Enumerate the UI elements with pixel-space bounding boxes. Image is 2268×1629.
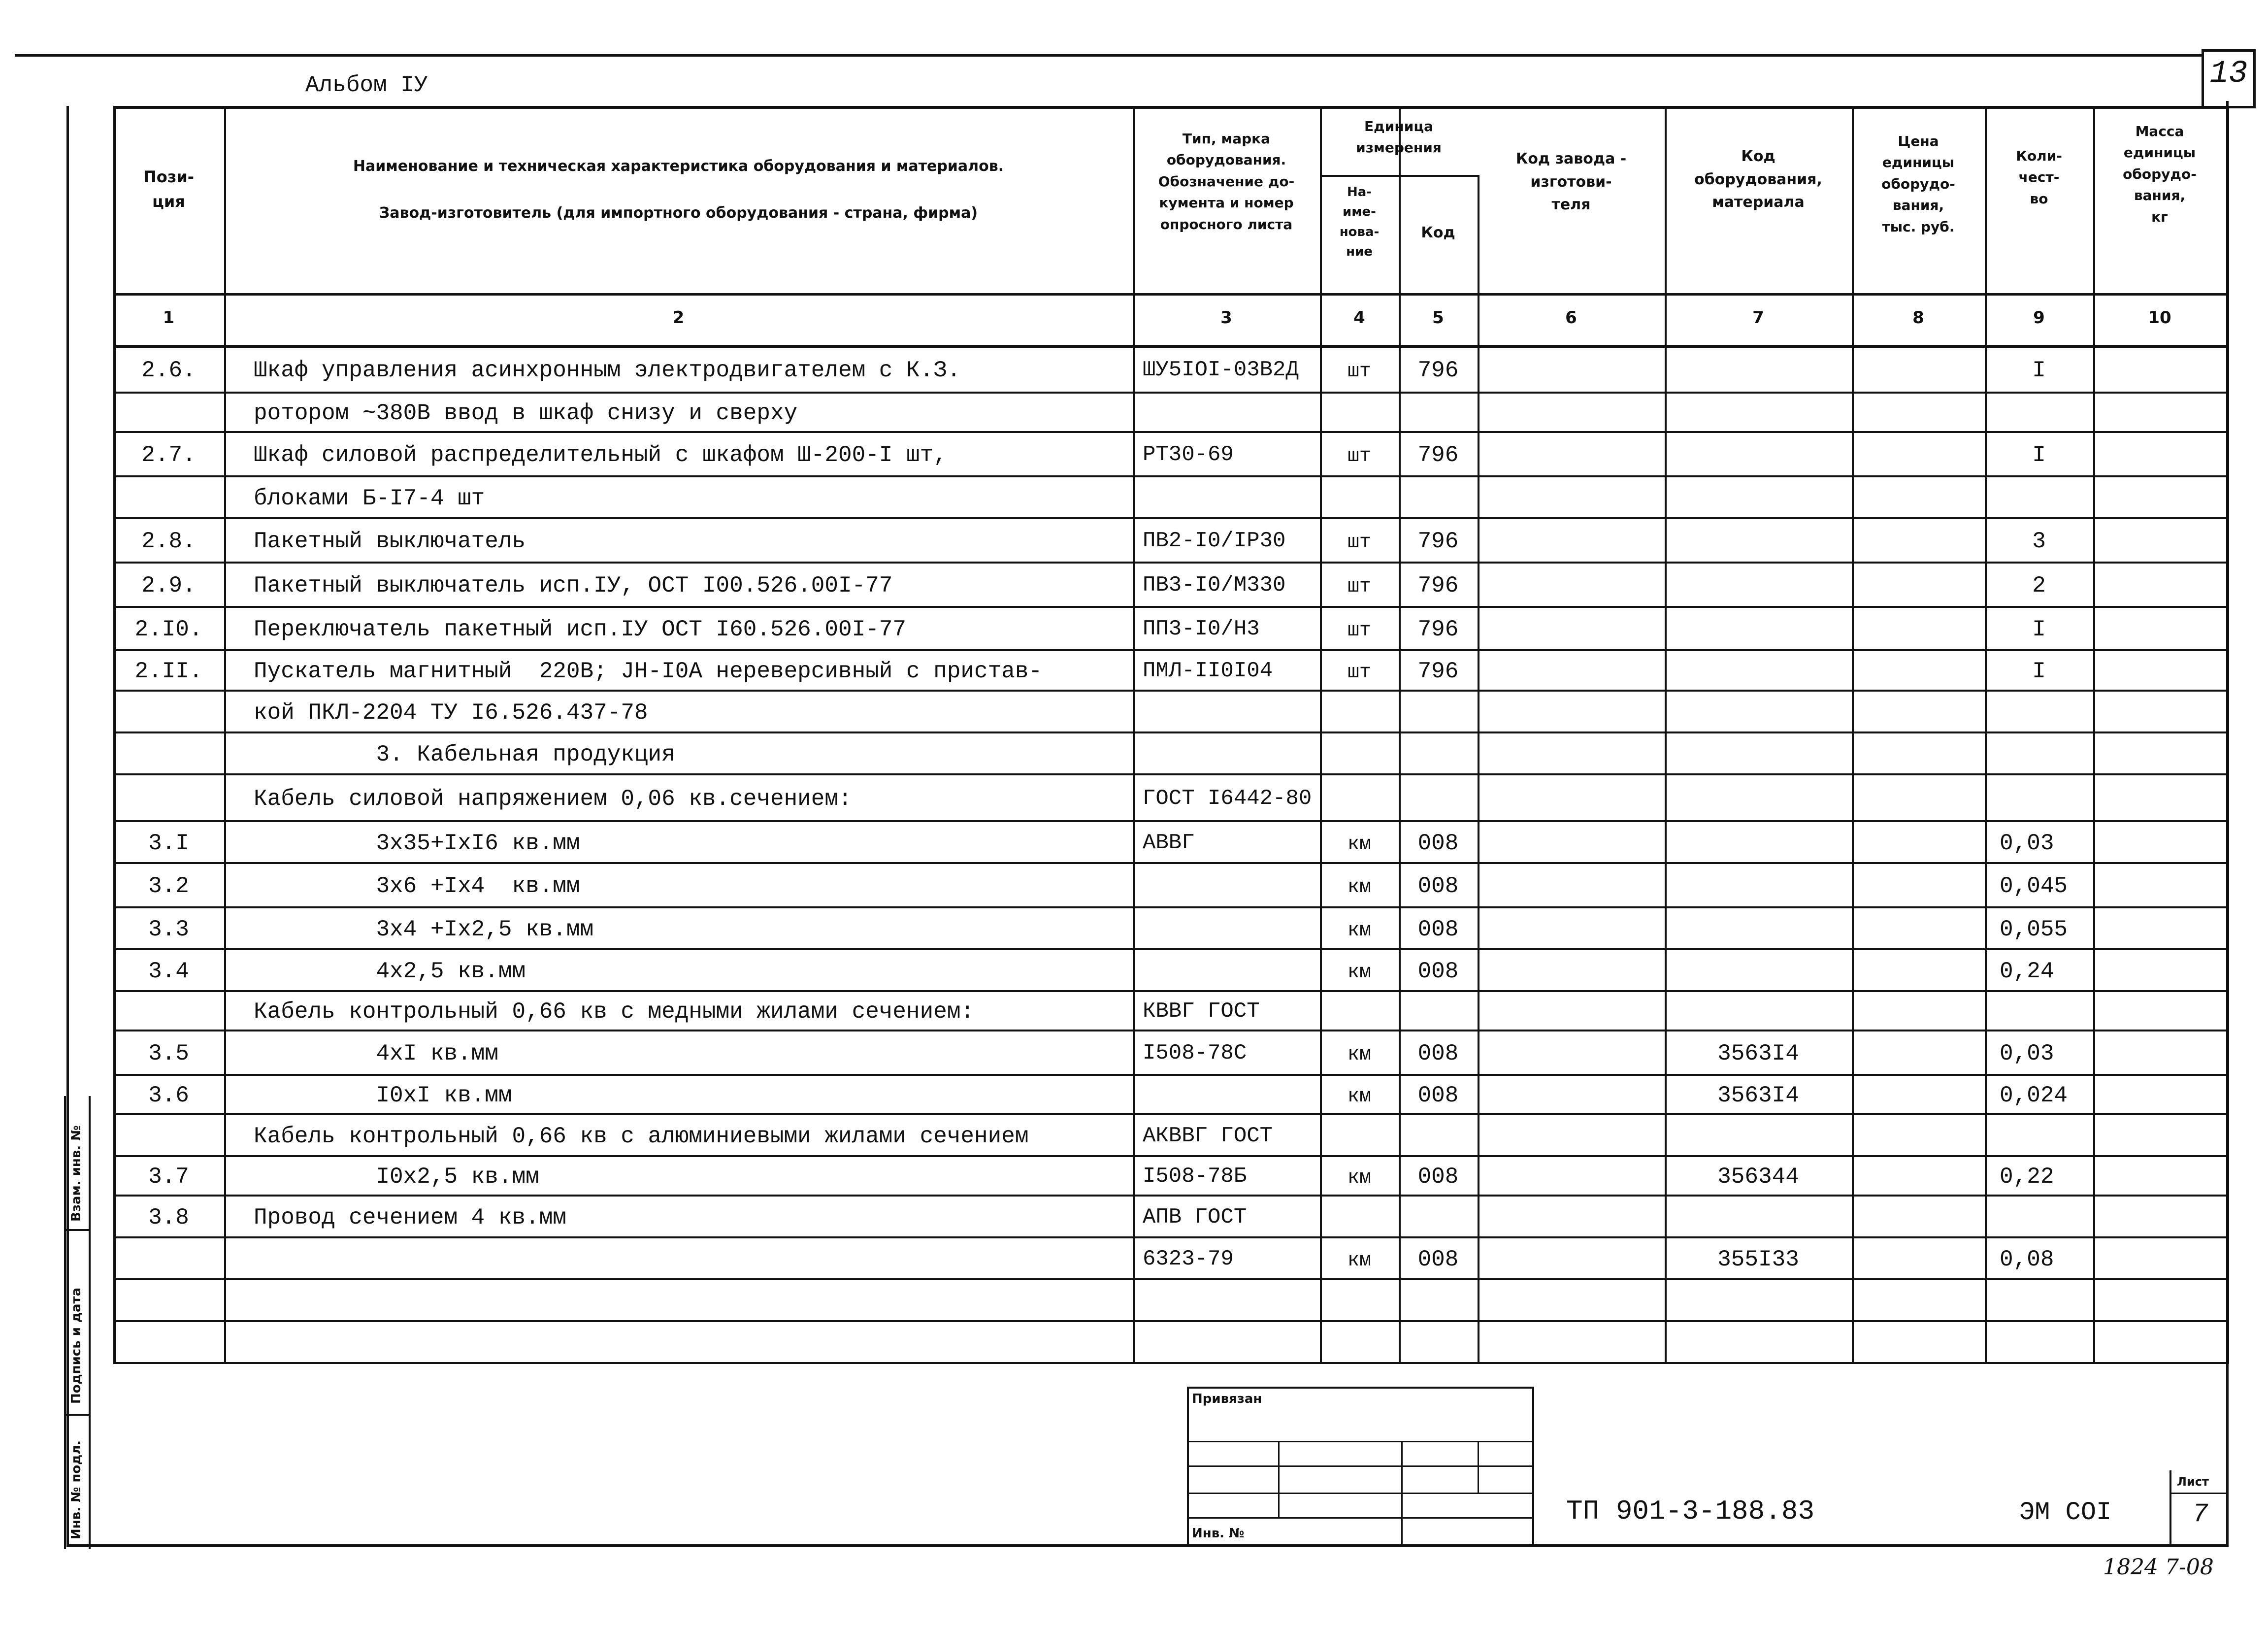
row-type: 6323-79 xyxy=(1143,1247,1234,1271)
table-row-line xyxy=(113,773,2229,775)
row-name: 3x35+IxI6 кв.мм xyxy=(254,831,580,856)
column-number: 5 xyxy=(1432,308,1444,328)
column-number: 3 xyxy=(1220,308,1232,328)
row-name: Кабель контрольный 0,66 кв с медными жилами сечением: xyxy=(254,999,975,1025)
row-position: 3.6 xyxy=(148,1083,189,1108)
sheet-box-mid xyxy=(2169,1493,2229,1494)
row-quantity: 0,03 xyxy=(2000,1041,2054,1066)
table-row-line xyxy=(113,392,2229,394)
row-type: ШУ5IОI-03В2Д xyxy=(1143,358,1299,382)
stamp-row-line4 xyxy=(1187,1517,1534,1519)
row-position: 2.6. xyxy=(141,358,196,383)
table-row-line xyxy=(113,948,2229,950)
table-row-line xyxy=(113,475,2229,477)
header-factory-code: Код завода - изготови- теля xyxy=(1515,150,1627,213)
side-stamp-mid-line xyxy=(89,1096,91,1549)
row-type: АКВВГ ГОСТ xyxy=(1143,1124,1273,1148)
side-stamp-sep2 xyxy=(64,1414,91,1416)
row-unit-code: 796 xyxy=(1417,573,1459,598)
row-name: 3x4 +Ix2,5 кв.мм xyxy=(254,917,594,942)
stamp-col-line1 xyxy=(1278,1441,1280,1517)
table-row-line xyxy=(113,820,2229,822)
table-row-line xyxy=(113,606,2229,608)
row-name: блоками Б-I7-4 шт xyxy=(254,486,485,511)
table-row-line xyxy=(113,1278,2229,1280)
album-label: Альбом IУ xyxy=(305,72,428,98)
page-number: 13 xyxy=(2209,56,2248,92)
row-position: 3.7 xyxy=(148,1164,189,1190)
row-name: I0xI кв.мм xyxy=(254,1083,512,1108)
row-unit-code: 008 xyxy=(1417,1041,1459,1066)
row-type: ГОСТ I6442-80 xyxy=(1143,786,1312,811)
row-quantity: 0,024 xyxy=(2000,1083,2068,1108)
row-unit-code: 796 xyxy=(1417,659,1459,684)
table-row-line xyxy=(113,731,2229,733)
table-row-line xyxy=(113,906,2229,908)
table-row-line xyxy=(113,1362,2229,1364)
row-unit-code: 796 xyxy=(1417,358,1459,383)
stamp-row-line3 xyxy=(1187,1493,1534,1494)
row-type: ПМЛ-II0I04 xyxy=(1143,659,1273,683)
row-unit: км xyxy=(1347,1250,1371,1272)
row-quantity: 0,24 xyxy=(2000,959,2054,984)
sheet-code: ЭМ СОI xyxy=(2019,1498,2112,1527)
row-position: 2.7. xyxy=(141,442,196,468)
header-equipment-code: Код оборудования, материала xyxy=(1694,148,1822,211)
row-unit: шт xyxy=(1347,532,1371,554)
header-unit-group: Единица измерения xyxy=(1356,118,1442,156)
row-type: АВВГ xyxy=(1143,831,1195,855)
header-bottom-line xyxy=(113,293,2229,296)
header-unit-name: На- име- нова- ние xyxy=(1339,185,1380,259)
top-border-line xyxy=(15,54,2202,57)
row-type: ПВ2-I0/IР30 xyxy=(1143,529,1286,553)
side-stamp-left-line xyxy=(64,1096,66,1549)
stamp-row-line2 xyxy=(1187,1465,1534,1467)
row-unit: шт xyxy=(1347,620,1371,642)
row-position: 3.8 xyxy=(148,1205,189,1230)
row-position: 2.I0. xyxy=(134,617,203,642)
header-type: Тип, марка оборудования. Обозначение до- кумента и номер опросного листа xyxy=(1158,131,1295,233)
table-row-line xyxy=(113,1030,2229,1031)
stamp-inv-no: Инв. № xyxy=(1192,1526,1245,1541)
table-row-line xyxy=(113,1113,2229,1115)
row-position: 3.I xyxy=(148,831,189,856)
row-position: 2.8. xyxy=(141,529,196,554)
table-row-line xyxy=(113,431,2229,433)
row-unit: км xyxy=(1347,876,1371,898)
side-label-podpis: Подпись и дата xyxy=(69,1287,84,1404)
table-row-line xyxy=(113,990,2229,992)
row-type: I508-78Б xyxy=(1143,1164,1247,1189)
row-unit: км xyxy=(1347,1044,1371,1066)
row-position: 3.5 xyxy=(148,1041,189,1066)
row-quantity: 0,08 xyxy=(2000,1247,2054,1272)
unit-group-line xyxy=(1320,175,1478,177)
table-row-line xyxy=(113,1074,2229,1076)
row-quantity: I xyxy=(2032,442,2046,468)
row-name: 4x2,5 кв.мм xyxy=(254,959,526,984)
row-quantity: 0,03 xyxy=(2000,831,2054,856)
stamp-col-line2 xyxy=(1401,1441,1403,1547)
row-name: Пускатель магнитный 220В; JН-I0А нереверсивный с пристав- xyxy=(254,659,1043,684)
row-quantity: I xyxy=(2032,617,2046,642)
row-position: 3.4 xyxy=(148,959,189,984)
table-row-line xyxy=(113,517,2229,519)
row-unit-code: 008 xyxy=(1417,831,1459,856)
stamp-row-line1 xyxy=(1187,1441,1534,1442)
row-name: Пакетный выключатель исп.IУ, ОСТ I00.526.00I-77 xyxy=(254,573,893,598)
row-quantity: 0,055 xyxy=(2000,917,2068,942)
row-unit-code: 796 xyxy=(1417,529,1459,554)
row-unit-code: 796 xyxy=(1417,617,1459,642)
row-unit: шт xyxy=(1347,361,1371,383)
row-quantity: I xyxy=(2032,358,2046,383)
row-name: Пакетный выключатель xyxy=(254,529,526,554)
row-unit: км xyxy=(1347,833,1371,856)
table-row-line xyxy=(113,1236,2229,1238)
frame-bottom-line xyxy=(66,1544,2229,1547)
row-name: Провод сечением 4 кв.мм xyxy=(254,1205,566,1230)
column-number: 8 xyxy=(1912,308,1924,328)
row-type: РТ30-69 xyxy=(1143,442,1234,467)
row-position: 3.3 xyxy=(148,917,189,942)
row-equipment-code: 356344 xyxy=(1717,1164,1799,1190)
sheet-box-left xyxy=(2169,1470,2171,1547)
stamp-col-line3 xyxy=(1478,1441,1479,1493)
row-name: Кабель силовой напряжением 0,06 кв.сечением: xyxy=(254,786,852,812)
column-number: 6 xyxy=(1565,308,1577,328)
row-type: КВВГ ГОСТ xyxy=(1143,999,1260,1024)
row-unit: км xyxy=(1347,1086,1371,1108)
row-name: Шкаф управления асинхронным электродвигателем с К.З. xyxy=(254,358,961,383)
row-equipment-code: 3563I4 xyxy=(1717,1083,1799,1108)
row-name: 4xI кв.мм xyxy=(254,1041,498,1066)
table-top-line xyxy=(113,106,2229,109)
stamp-privyazan: Привязан xyxy=(1192,1392,1262,1406)
row-position: 3.2 xyxy=(148,873,189,899)
handwritten-note: 1824 7-08 xyxy=(2103,1555,2214,1580)
sheet-value: 7 xyxy=(2192,1499,2208,1529)
row-unit: шт xyxy=(1347,576,1371,598)
table-row-line xyxy=(113,1155,2229,1157)
numbers-bottom-line xyxy=(113,345,2229,348)
column-number: 4 xyxy=(1353,308,1365,328)
row-name: I0x2,5 кв.мм xyxy=(254,1164,539,1190)
table-row-line xyxy=(113,862,2229,864)
column-number: 7 xyxy=(1752,308,1764,328)
doc-code: ТП 901-3-188.83 xyxy=(1566,1496,1815,1527)
row-unit: км xyxy=(1347,962,1371,984)
row-equipment-code: 3563I4 xyxy=(1717,1041,1799,1066)
row-quantity: 3 xyxy=(2032,529,2046,554)
row-name: кой ПКЛ-2204 ТУ I6.526.437-78 xyxy=(254,700,648,726)
row-type: ПП3-I0/Н3 xyxy=(1143,617,1260,641)
row-name: Переключатель пакетный исп.IУ ОСТ I60.526.00I-77 xyxy=(254,617,907,642)
header-mass: Масса единицы оборудо- вания, кг xyxy=(2123,123,2197,225)
row-unit-code: 008 xyxy=(1417,959,1459,984)
side-label-vzam: Взам. инв. № xyxy=(69,1125,84,1222)
sheet-label: Лист xyxy=(2177,1475,2209,1489)
row-name: 3. Кабельная продукция xyxy=(254,742,675,767)
row-equipment-code: 355I33 xyxy=(1717,1247,1799,1272)
header-position: Пози- ция xyxy=(143,167,195,211)
row-unit: км xyxy=(1347,920,1371,942)
row-quantity: 0,045 xyxy=(2000,873,2068,899)
header-name-line2: Завод-изготовитель (для импортного оборудования - страна, фирма) xyxy=(379,204,978,222)
header-price: Цена единицы оборудо- вания, тыс. руб. xyxy=(1881,133,1955,235)
row-type: АПВ ГОСТ xyxy=(1143,1205,1247,1230)
row-type: I508-78С xyxy=(1143,1041,1247,1065)
row-unit-code: 008 xyxy=(1417,1164,1459,1190)
header-unit-code: Код xyxy=(1421,224,1455,241)
row-quantity: 2 xyxy=(2032,573,2046,598)
column-number: 2 xyxy=(672,308,685,328)
row-position: 2.9. xyxy=(141,573,196,598)
row-position: 2.II. xyxy=(134,659,203,684)
table-col-line xyxy=(1478,175,1479,1362)
row-name: 3x6 +Ix4 кв.мм xyxy=(254,873,580,899)
row-unit-code: 008 xyxy=(1417,873,1459,899)
column-number: 9 xyxy=(2033,308,2045,328)
row-unit-code: 008 xyxy=(1417,1083,1459,1108)
side-label-inv-podl: Инв. № подл. xyxy=(69,1440,84,1539)
stamp-box-top xyxy=(1187,1387,1534,1389)
row-unit-code: 796 xyxy=(1417,442,1459,468)
row-unit: шт xyxy=(1347,662,1371,684)
row-quantity: 0,22 xyxy=(2000,1164,2054,1190)
side-stamp-sep1 xyxy=(64,1229,91,1231)
table-row-line xyxy=(113,1195,2229,1197)
table-row-line xyxy=(113,1320,2229,1322)
row-unit: шт xyxy=(1347,445,1371,467)
table-row-line xyxy=(113,690,2229,692)
row-name: ротором ~380В ввод в шкаф снизу и сверху xyxy=(254,400,798,426)
row-unit-code: 008 xyxy=(1417,917,1459,942)
row-type: ПВ3-I0/М330 xyxy=(1143,573,1286,598)
column-number: 1 xyxy=(163,308,175,328)
row-quantity: I xyxy=(2032,659,2046,684)
row-name: Кабель контрольный 0,66 кв с алюминиевыми жилами сечением xyxy=(254,1124,1029,1149)
header-name-line1: Наименование и техническая характеристика оборудования и материалов. xyxy=(353,158,1004,175)
row-unit: км xyxy=(1347,1167,1371,1189)
table-row-line xyxy=(113,649,2229,651)
row-unit-code: 008 xyxy=(1417,1247,1459,1272)
header-quantity: Коли- чест- во xyxy=(2016,148,2062,207)
column-number: 10 xyxy=(2148,308,2171,328)
row-name: Шкаф силовой распределительный с шкафом Ш-200-I шт, xyxy=(254,442,947,468)
table-row-line xyxy=(113,562,2229,564)
